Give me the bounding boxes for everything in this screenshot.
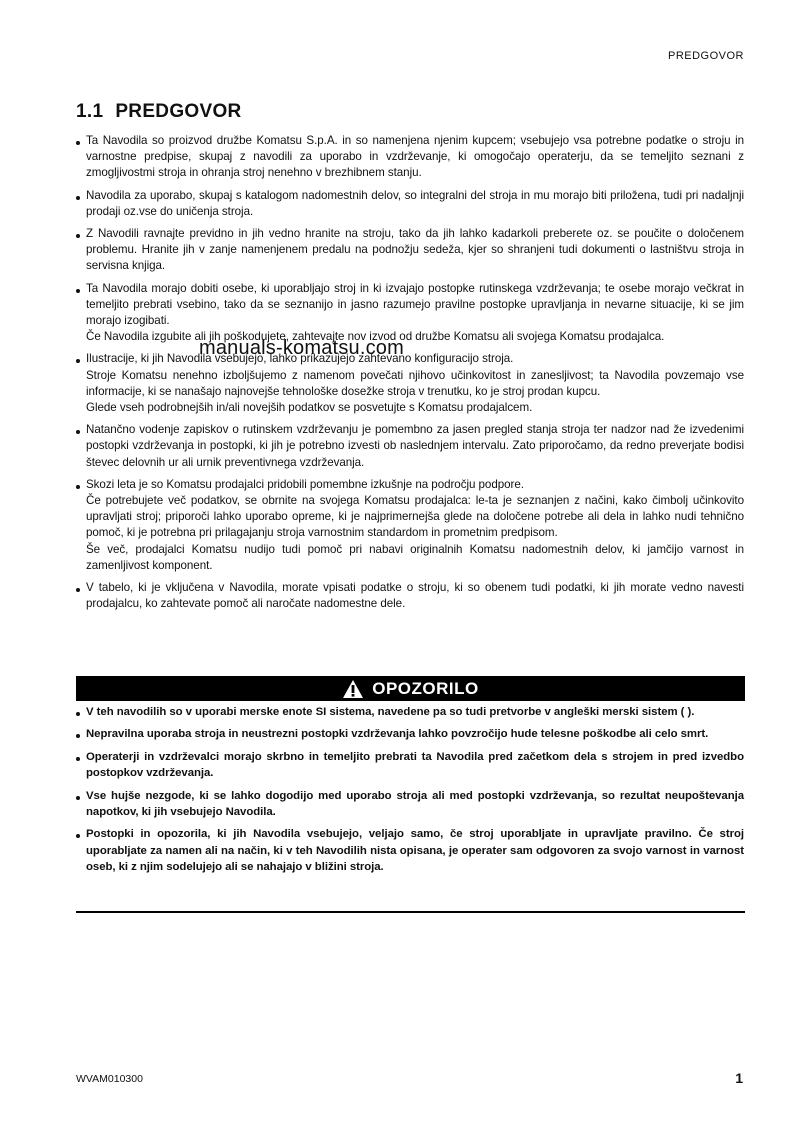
running-header: PREDGOVOR <box>667 50 744 62</box>
warning-bullet-list <box>76 704 744 876</box>
warning-item: Nepravilna uporaba stroja in neustrezni postopki vzdrževanja lahko povzročijo hude telesne poškodbe ali celo smrt. <box>76 726 744 742</box>
paragraph: Stroje Komatsu nenehno izboljšujemo z namenom povečati njihovo učinkovitost in zanesljivost; ta Navodila povzemajo vse informacije, ki se nanašajo najnovejše tehnološke dosežke stroja v trenutku, ko je stroj prodan kupcu. <box>86 368 744 398</box>
warning-label: OPOZORILO <box>372 678 479 698</box>
page-number: 1 <box>735 1070 743 1086</box>
warning-item: Operaterji in vzdrževalci morajo skrbno in temeljito prebrati ta Navodila pred začetkom dela s strojem in pred izvedbo postopkov vzdrževanja. <box>76 749 744 782</box>
warning-item: Postopki in opozorila, ki jih Navodila vsebujejo, veljajo samo, če stroj uporabljate in upravljate pravilno. Če stroj uporabljate za namen ali na način, ki v teh Navodilih nista opisana, je operater sam odgovoren za svojo varnost in varnost oseb, ki z njim sodelujejo ali se nahajajo v bližini stroja. <box>76 826 744 875</box>
paragraph: V tabelo, ki je vključena v Navodila, morate vpisati podatke o stroju, ki so obenem tudi podatki, ki jih morate vedno navesti prodajalcu, ko zahtevate pomoč ali naročate nadomestne dele. <box>86 581 744 611</box>
list-item <box>76 281 744 346</box>
list-item <box>76 188 744 220</box>
paragraph: Še več, prodajalci Komatsu nudijo tudi pomoč pri nabavi originalnih Komatsu nadomestnih delov, ki jamčijo varnost in zamenljivost komponent. <box>86 542 744 572</box>
paragraph: Natančno vodenje zapiskov o rutinskem vzdrževanju je pomembno za jasen pregled stanja stroja ter nadzor nad že izvedenimi postopki vzdrževanja in postopki, ki jih je potrebno izvesti ob naslednjem intervalu. Zato priporočamo, da redno preverjate bodisi števec delovnih ur ali urnik preventivnega vzdrževanja. <box>86 423 744 469</box>
list-item <box>76 133 744 182</box>
list-item <box>76 351 744 416</box>
intro-bullet-list <box>76 133 744 612</box>
paragraph: Ta Navodila morajo dobiti osebe, ki uporabljajo stroj in ki izvajajo postopke rutinskega vzdrževanja; te osebe morajo večkrat in temeljito prebrati vsebino, tako da se seznanijo in jasno razumejo pravilne postopke upravljanja in nevarne situacije, ki se jim morajo izogibati. <box>86 281 744 328</box>
paragraph: Ta Navodila so proizvod družbe Komatsu S.p.A. in so namenjena njenim kupcem; vsebujejo vsa potrebne podatke o stroju in varnostne predpise, skupaj z navodili za uporabo in vzdrževanje, ki omogočajo operaterju, da se temeljito seznani z zmogljivostmi stroja in ohranja stroj nenehno v brezhibnem stanju. <box>86 134 744 180</box>
list-item <box>76 422 744 471</box>
warning-item: Vse hujše nezgode, ki se lahko dogodijo med uporabo stroja ali med postopki vzdrževanja, so rezultat neupoštevanja napotkov, ki jih vsebujejo Navodila. <box>76 788 744 821</box>
paragraph: Če potrebujete več podatkov, se obrnite na svojega Komatsu prodajalca: le-ta je seznanjen z načini, kako čimbolj učinkovito upravljati stroj; priporoči lahko uporabo opreme, ki je najprimernejša glede na določene potrebe ali dela in lahko nudi tehnično pomoč, ki je potrebna pri prilagajanju stroja varnostnim standardom in prometnim predpisom. <box>86 494 744 540</box>
list-item <box>76 580 744 612</box>
list-item <box>76 226 744 275</box>
list-item <box>76 477 744 574</box>
warning-content <box>76 704 744 882</box>
document-code: WVAM010300 <box>76 1073 143 1085</box>
warning-triangle-icon <box>342 679 364 699</box>
paragraph: Z Navodili ravnajte previdno in jih vedno hranite na stroju, tako da jih lahko kadarkoli preberete oz. se poučite o določenem problemu. Hranite jih v zanje namenjenem predalu na podnožju sedeža, kjer so shranjeni tudi dokumenti o lastništvu stroja in servisna knjiga. <box>86 227 744 273</box>
paragraph: Če Navodila izgubite ali jih poškodujete, zahtevajte nov izvod od družbe Komatsu ali svojega Komatsu prodajalca. <box>86 330 665 344</box>
paragraph: Ilustracije, ki jih Navodila vsebujejo, lahko prikazujejo zahtevano konfiguracijo stroja. <box>86 352 514 366</box>
warning-item: V teh navodilih so v uporabi merske enote SI sistema, navedene pa so tudi pretvorbe v angleški merski sistem ( ). <box>76 704 744 720</box>
warning-banner <box>76 676 745 701</box>
paragraph: Navodila za uporabo, skupaj s katalogom nadomestnih delov, so integralni del stroja in mu morajo biti priložena, tudi pri nadaljnji prodaji oz.vse do uničenja stroja. <box>86 188 744 218</box>
watermark: manuals-komatsu.com <box>199 337 404 359</box>
section-number: 1.1 <box>76 101 104 122</box>
paragraph: Skozi leta je so Komatsu prodajalci pridobili pomembne izkušnje na področju podpore. <box>86 477 524 491</box>
warning-end-rule <box>76 911 745 913</box>
section-title <box>76 101 242 123</box>
section-title-text: PREDGOVOR <box>115 101 242 122</box>
intro-content <box>76 133 744 618</box>
paragraph: Glede vseh podrobnejših in/ali novejših podatkov se posvetujte s Komatsu prodajalcem. <box>86 401 533 415</box>
